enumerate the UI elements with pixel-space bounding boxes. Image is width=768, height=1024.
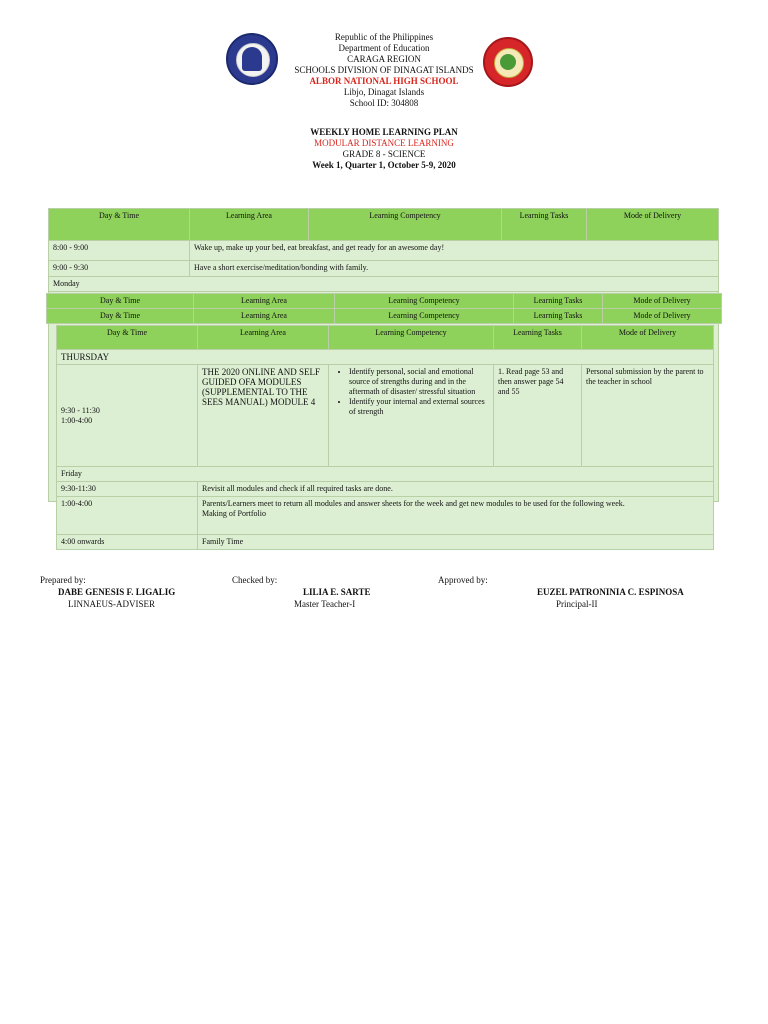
checked-by-label: Checked by:: [232, 575, 278, 585]
table-row-time: 9:00 - 9:30: [49, 261, 190, 277]
thursday-time-afternoon: 1:00-4:00: [61, 415, 93, 425]
table-row-time: [57, 365, 198, 467]
col-header-competency: Learning Competency: [329, 326, 494, 350]
header-republic: Republic of the Philippines: [334, 32, 434, 42]
col-header-learning-area: Learning Area: [194, 294, 335, 309]
letterhead: [284, 32, 484, 109]
thursday-delivery: Personal submission by the parent to the teacher in school: [582, 365, 714, 467]
table-row-day: Monday: [49, 277, 719, 292]
col-header-tasks: Learning Tasks: [502, 209, 587, 241]
plan-subtitle: MODULAR DISTANCE LEARNING: [314, 138, 454, 148]
col-header-tasks: Learning Tasks: [514, 309, 603, 324]
col-header-delivery: Mode of Delivery: [603, 309, 722, 324]
table-row-activity: Family Time: [198, 535, 714, 550]
thursday-tasks: 1. Read page 53 and then answer page 54 and 55: [494, 365, 582, 467]
approved-by-label: Approved by:: [438, 575, 488, 585]
prepared-by-label: Prepared by:: [40, 575, 86, 585]
table-row-activity: Have a short exercise/meditation/bonding with family.: [190, 261, 719, 277]
deped-seal-logo: [226, 33, 278, 85]
approved-by-name: EUZEL PATRONINIA C. ESPINOSA: [537, 587, 684, 597]
table-row-activity: Revisit all modules and check if all required tasks are done.: [198, 482, 714, 497]
table-row-activity: Wake up, make up your bed, eat breakfast, and get ready for an awesome day!: [190, 241, 719, 261]
friday-portfolio: Making of Portfolio: [202, 509, 266, 518]
table-row-day-thursday: THURSDAY: [57, 350, 714, 365]
col-header-day-time: Day & Time: [47, 309, 194, 324]
checked-by-name: LILIA E. SARTE: [303, 587, 371, 597]
prepared-by-name: DABE GENESIS F. LIGALIG: [58, 587, 176, 597]
plan-grade: GRADE 8 - SCIENCE: [342, 149, 426, 159]
col-header-tasks: Learning Tasks: [514, 294, 603, 309]
header-school-id: School ID: 304808: [349, 98, 419, 108]
header-school-name: ALBOR NATIONAL HIGH SCHOOL: [309, 76, 459, 86]
header-address: Libjo, Dinagat Islands: [343, 87, 425, 97]
col-header-competency: Learning Competency: [335, 309, 514, 324]
friday-return-modules: Parents/Learners meet to return all modules and answer sheets for the week and get new modules to be used for the following week.: [202, 499, 625, 508]
col-header-delivery: Mode of Delivery: [582, 326, 714, 350]
header-department: Department of Education: [338, 43, 430, 53]
schedule-table-overlay: [46, 293, 722, 324]
table-row-time: 8:00 - 9:00: [49, 241, 190, 261]
table-row-day-friday: Friday: [57, 467, 714, 482]
plan-title: WEEKLY HOME LEARNING PLAN: [310, 127, 458, 137]
table-row-time: 1:00-4:00: [57, 497, 198, 535]
school-seal-logo: [483, 37, 533, 87]
thursday-time-morning: 9:30 - 11:30: [61, 405, 100, 415]
col-header-day-time: Day & Time: [47, 294, 194, 309]
plan-title-block: [234, 127, 534, 171]
checked-by-title: Master Teacher-I: [294, 599, 356, 609]
col-header-tasks: Learning Tasks: [494, 326, 582, 350]
col-header-competency: Learning Competency: [335, 294, 514, 309]
col-header-learning-area: Learning Area: [190, 209, 309, 241]
table-row-activity: [198, 497, 714, 535]
col-header-competency: Learning Competency: [309, 209, 502, 241]
approved-by-title: Principal-II: [556, 599, 598, 609]
col-header-day-time: Day & Time: [57, 326, 198, 350]
plan-week: Week 1, Quarter 1, October 5-9, 2020: [312, 160, 456, 170]
thursday-learning-area: THE 2020 ONLINE AND SELF GUIDED OFA MODULES (SUPPLEMENTAL TO THE SEES MANUAL) MODULE 4: [198, 365, 329, 467]
schedule-table-thursday-friday: [56, 325, 714, 550]
col-header-delivery: Mode of Delivery: [603, 294, 722, 309]
prepared-by-title: LINNAEUS-ADVISER: [68, 599, 155, 609]
competency-item: • Identify personal, social and emotional source of strengths during and in the aftermath of disaster/ stressful situation: [349, 367, 489, 397]
thursday-competency: [329, 365, 494, 467]
col-header-delivery: Mode of Delivery: [587, 209, 719, 241]
table-row-time: 9:30-11:30: [57, 482, 198, 497]
col-header-learning-area: Learning Area: [194, 309, 335, 324]
table-row-time: 4:00 onwards: [57, 535, 198, 550]
header-region: CARAGA REGION: [347, 54, 421, 64]
col-header-day-time: Day & Time: [49, 209, 190, 241]
competency-item: • Identify your internal and external sources of strength: [349, 397, 489, 417]
col-header-learning-area: Learning Area: [198, 326, 329, 350]
header-division: SCHOOLS DIVISION OF DINAGAT ISLANDS: [294, 65, 474, 75]
